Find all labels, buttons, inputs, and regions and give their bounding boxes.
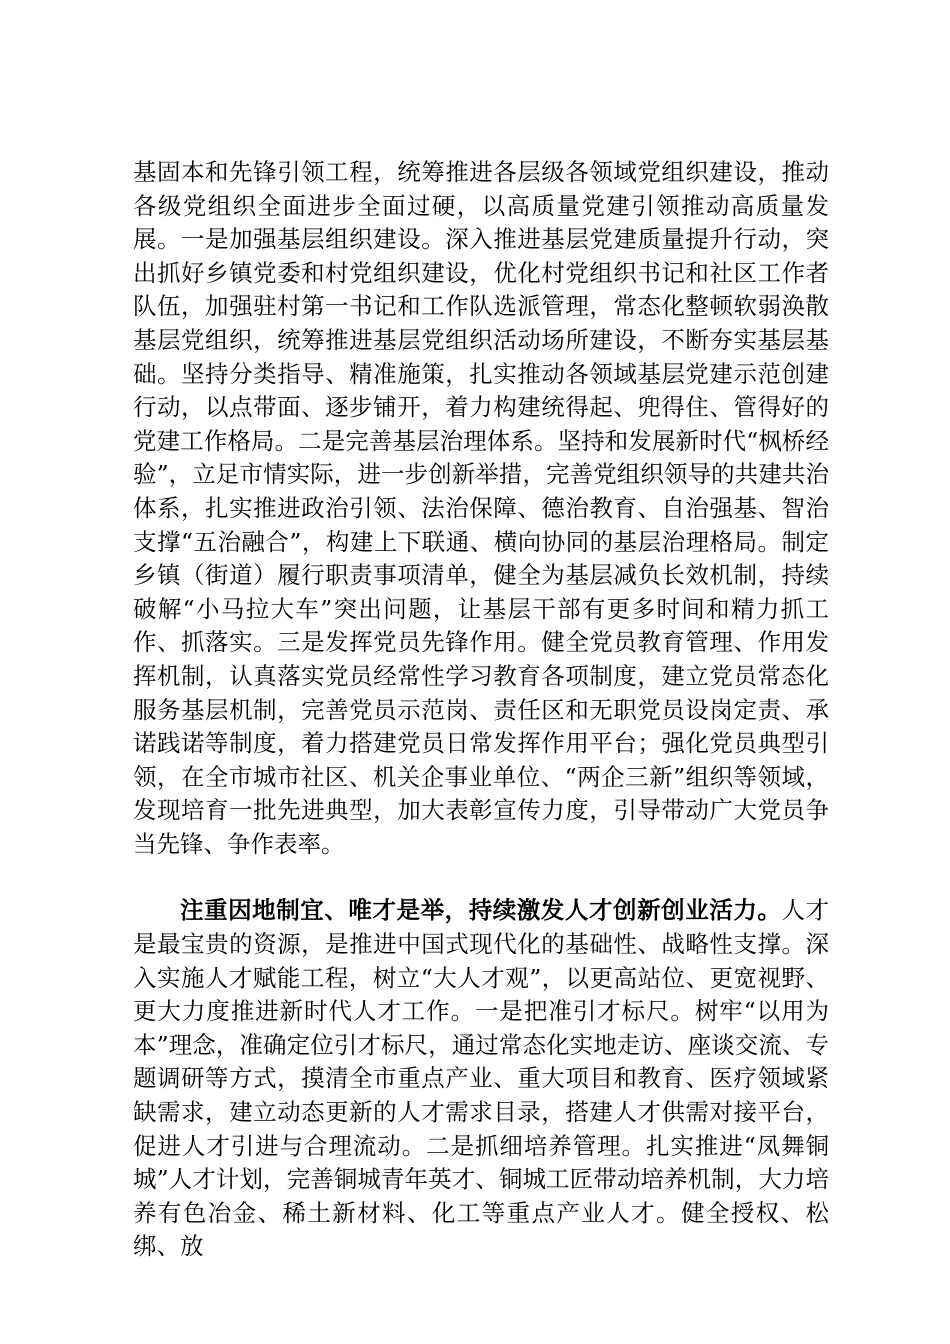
paragraph-heading: 注重因地制宜、唯才是举，持续激发人才创新创业活力。 [180, 896, 782, 925]
paragraph-talent [133, 894, 829, 1264]
paragraph-party-building [133, 156, 829, 861]
paragraph-text: 人才是最宝贵的资源，是推进中国式现代化的基础性、战略性支撑。深入实施人才赋能工程，树立“大人才观”，以更高站位、更宽视野、更大力度推进新时代人才工作。一是把准引才标尺。树牢“以用为本”理念，准确定位引才标尺，通过常态化实地走访、座谈交流、专题调研等方式，摸清全市重点产业、重大项目和教育、医疗领域紧缺需求，建立动态更新的人才需求目录，搭建人才供需对接平台，促进人才引进与合理流动。二是抓细培养管理。扎实推进“凤舞铜城”人才计划，完善铜城青年英才、铜城工匠带动培养机制，大力培养有色冶金、稀土新材料、化工等重点产业人才。健全授权、松绑、放 [133, 896, 830, 1261]
document-page [133, 156, 829, 1264]
paragraph-text: 基固本和先锋引领工程，统筹推进各层级各领域党组织建设，推动各级党组织全面进步全面过硬，以高质量党建引领推动高质量发展。一是加强基层组织建设。深入推进基层党建质量提升行动，突出抓好乡镇党委和村党组织建设，优化村党组织书记和社区工作者队伍，加强驻村第一书记和工作队选派管理，常态化整顿软弱涣散基层党组织，统筹推进基层党组织活动场所建设，不断夯实基层基础。坚持分类指导、精准施策，扎实推动各领域基层党建示范创建行动，以点带面、逐步铺开，着力构建统得起、兜得住、管得好的党建工作格局。二是完善基层治理体系。坚持和发展新时代“枫桥经验”，立足市情实际，进一步创新举措，完善党组织领导的共建共治体系，扎实推进政治引领、法治保障、德治教育、自治强基、智治支撑“五治融合”，构建上下联通、横向协同的基层治理格局。制定乡镇（街道）履行职责事项清单，健全为基层减负长效机制，持续破解“小马拉大车”突出问题，让基层干部有更多时间和精力抓工作、抓落实。三是发挥党员先锋作用。健全党员教育管理、作用发挥机制，认真落实党员经常性学习教育各项制度，建立党员常态化服务基层机制，完善党员示范岗、责任区和无职党员设岗定责、承诺践诺等制度，着力搭建党员日常发挥作用平台；强化党员典型引领，在全市城市社区、机关企事业单位、“两企三新”组织等领域，发现培育一批先进典型，加大表彰宣传力度，引导带动广大党员争当先锋、争作表率。 [133, 158, 829, 858]
